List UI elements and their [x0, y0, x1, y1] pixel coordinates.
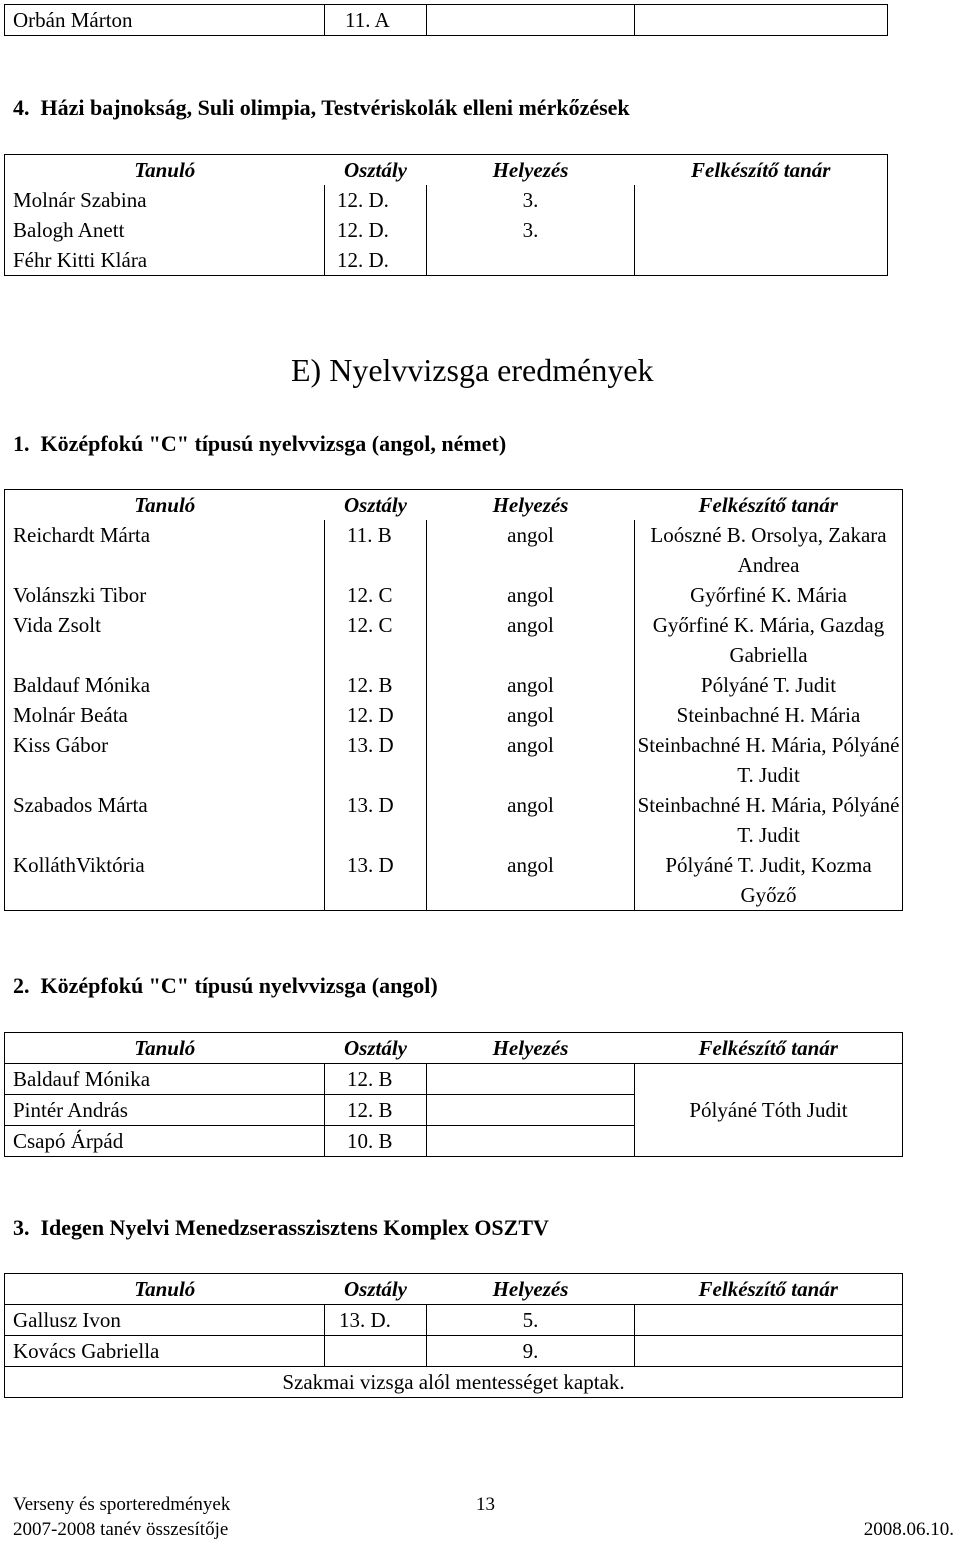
cell-name: Balogh Anett: [5, 215, 325, 245]
page-number: 13: [476, 1494, 495, 1515]
header-class: Osztály: [325, 1033, 427, 1064]
cell-class: 12. B: [325, 670, 427, 700]
header-place: Helyezés: [427, 490, 635, 521]
part1-heading: 1. Középfokú "C" típusú nyelvvizsga (angol, német): [13, 431, 507, 456]
cell-name: Molnár Beáta: [5, 700, 325, 730]
part3-heading: 3. Idegen Nyelvi Menedzserasszisztens Komplex OSZTV: [13, 1215, 549, 1240]
cell-name: Kiss Gábor: [5, 730, 325, 790]
cell-teacher: [635, 1305, 903, 1336]
table-row: [5, 790, 903, 850]
cell-class: 11. B: [325, 520, 427, 580]
cell-language: angol: [427, 790, 635, 850]
cell-place: 9.: [427, 1336, 635, 1367]
cell-teacher: Loószné B. Orsolya, Zakara Andrea: [635, 520, 903, 580]
student-name: Orbán Márton: [5, 5, 325, 36]
table-row: [5, 520, 903, 580]
cell-teacher: [635, 1336, 903, 1367]
table-row: [5, 245, 888, 276]
cell-teacher: Győrfiné K. Mária, Gazdag Gabriella: [635, 610, 903, 670]
cell-class: 12. B: [325, 1095, 427, 1126]
header-place: Helyezés: [427, 155, 635, 186]
cell-name: Pintér András: [5, 1095, 325, 1126]
cell-teacher: Steinbachné H. Mária: [635, 700, 903, 730]
part1-table: [4, 489, 903, 911]
cell-name: Molnár Szabina: [5, 185, 325, 215]
cell-class: 10. B: [325, 1126, 427, 1157]
footer-left-top: Verseny és sporteredmények: [13, 1494, 231, 1515]
section-e-title: E) Nyelvvizsga eredmények: [291, 352, 654, 388]
header-student: Tanuló: [5, 1274, 325, 1305]
cell-class: 13. D: [325, 850, 427, 911]
section4-table: [4, 154, 888, 276]
cell-class: [325, 1336, 427, 1367]
cell-name: Volánszki Tibor: [5, 580, 325, 610]
cell-teacher: [635, 215, 888, 245]
part2-heading: 2. Középfokú "C" típusú nyelvvizsga (angol): [13, 973, 438, 998]
cell-name: Féhr Kitti Klára: [5, 245, 325, 276]
table-row: [5, 215, 888, 245]
table-row: [5, 850, 903, 911]
cell-teacher: [635, 245, 888, 276]
cell-class: 12. D.: [325, 245, 427, 276]
cell-language: angol: [427, 730, 635, 790]
cell-place: 3.: [427, 215, 635, 245]
cell-name: Baldauf Mónika: [5, 670, 325, 700]
cell-name: Baldauf Mónika: [5, 1064, 325, 1095]
cell-class: 12. D.: [325, 215, 427, 245]
cell-language: angol: [427, 520, 635, 580]
table-header-row: [5, 1033, 903, 1064]
table-row: [5, 580, 903, 610]
header-class: Osztály: [325, 490, 427, 521]
cell-place: 5.: [427, 1305, 635, 1336]
table-row: [5, 185, 888, 215]
header-student: Tanuló: [5, 1033, 325, 1064]
header-class: Osztály: [325, 155, 427, 186]
cell-name: Csapó Árpád: [5, 1126, 325, 1157]
cell-class: 12. B: [325, 1064, 427, 1095]
student-place: [427, 5, 635, 36]
student-class: 11. A: [325, 5, 427, 36]
cell-class: 12. C: [325, 610, 427, 670]
cell-class: 13. D: [325, 730, 427, 790]
cell-language: angol: [427, 670, 635, 700]
part3-table: [4, 1273, 903, 1398]
cell-place: 3.: [427, 185, 635, 215]
table-row: [5, 610, 903, 670]
cell-place: [427, 1064, 635, 1095]
table-row: [5, 670, 903, 700]
cell-teacher: Pólyáné T. Judit: [635, 670, 903, 700]
cell-name: Reichardt Márta: [5, 520, 325, 580]
footer-left-bottom: 2007-2008 tanév összesítője: [13, 1519, 229, 1540]
cell-name: KolláthViktória: [5, 850, 325, 911]
header-place: Helyezés: [427, 1033, 635, 1064]
cell-teacher: Steinbachné H. Mária, Pólyáné T. Judit: [635, 790, 903, 850]
cell-name: Kovács Gabriella: [5, 1336, 325, 1367]
footer-date: 2008.06.10.: [863, 1519, 954, 1540]
header-student: Tanuló: [5, 155, 325, 186]
table-row: [5, 1367, 903, 1398]
cell-language: angol: [427, 850, 635, 911]
header-teacher: Felkészítő tanár: [635, 490, 903, 521]
table-row: [5, 1305, 903, 1336]
cell-language: angol: [427, 700, 635, 730]
cell-class: 12. D.: [325, 185, 427, 215]
table-row: [5, 730, 903, 790]
table-row: [5, 1336, 903, 1367]
cell-name: Vida Zsolt: [5, 610, 325, 670]
exemption-note: Szakmai vizsga alól mentességet kaptak.: [5, 1367, 903, 1398]
table-header-row: [5, 490, 903, 521]
table-row: [5, 5, 888, 36]
header-teacher: Felkészítő tanár: [635, 1274, 903, 1305]
header-teacher: Felkészítő tanár: [635, 1033, 903, 1064]
cell-language: angol: [427, 580, 635, 610]
cell-place: [427, 1095, 635, 1126]
cell-teacher: Győrfiné K. Mária: [635, 580, 903, 610]
table-row: [5, 700, 903, 730]
cell-class: 13. D: [325, 790, 427, 850]
table-header-row: [5, 1274, 903, 1305]
cell-place: [427, 245, 635, 276]
cell-name: Szabados Márta: [5, 790, 325, 850]
header-teacher: Felkészítő tanár: [635, 155, 888, 186]
cell-name: Gallusz Ivon: [5, 1305, 325, 1336]
header-student: Tanuló: [5, 490, 325, 521]
cell-teacher: [635, 185, 888, 215]
header-place: Helyezés: [427, 1274, 635, 1305]
cell-place: [427, 1126, 635, 1157]
student-teacher: [635, 5, 888, 36]
cell-teacher: Steinbachné H. Mária, Pólyáné T. Judit: [635, 730, 903, 790]
cell-class: 13. D.: [325, 1305, 427, 1336]
table-header-row: [5, 155, 888, 186]
section4-heading: 4. Házi bajnokság, Suli olimpia, Testvériskolák elleni mérkőzések: [13, 95, 630, 120]
header-class: Osztály: [325, 1274, 427, 1305]
cell-class: 12. D: [325, 700, 427, 730]
part2-table: [4, 1032, 903, 1157]
cell-teacher: Pólyáné Tóth Judit: [635, 1064, 903, 1157]
top-row-table: [4, 4, 888, 36]
cell-class: 12. C: [325, 580, 427, 610]
cell-language: angol: [427, 610, 635, 670]
table-row: [5, 1064, 903, 1095]
cell-teacher: Pólyáné T. Judit, Kozma Győző: [635, 850, 903, 911]
